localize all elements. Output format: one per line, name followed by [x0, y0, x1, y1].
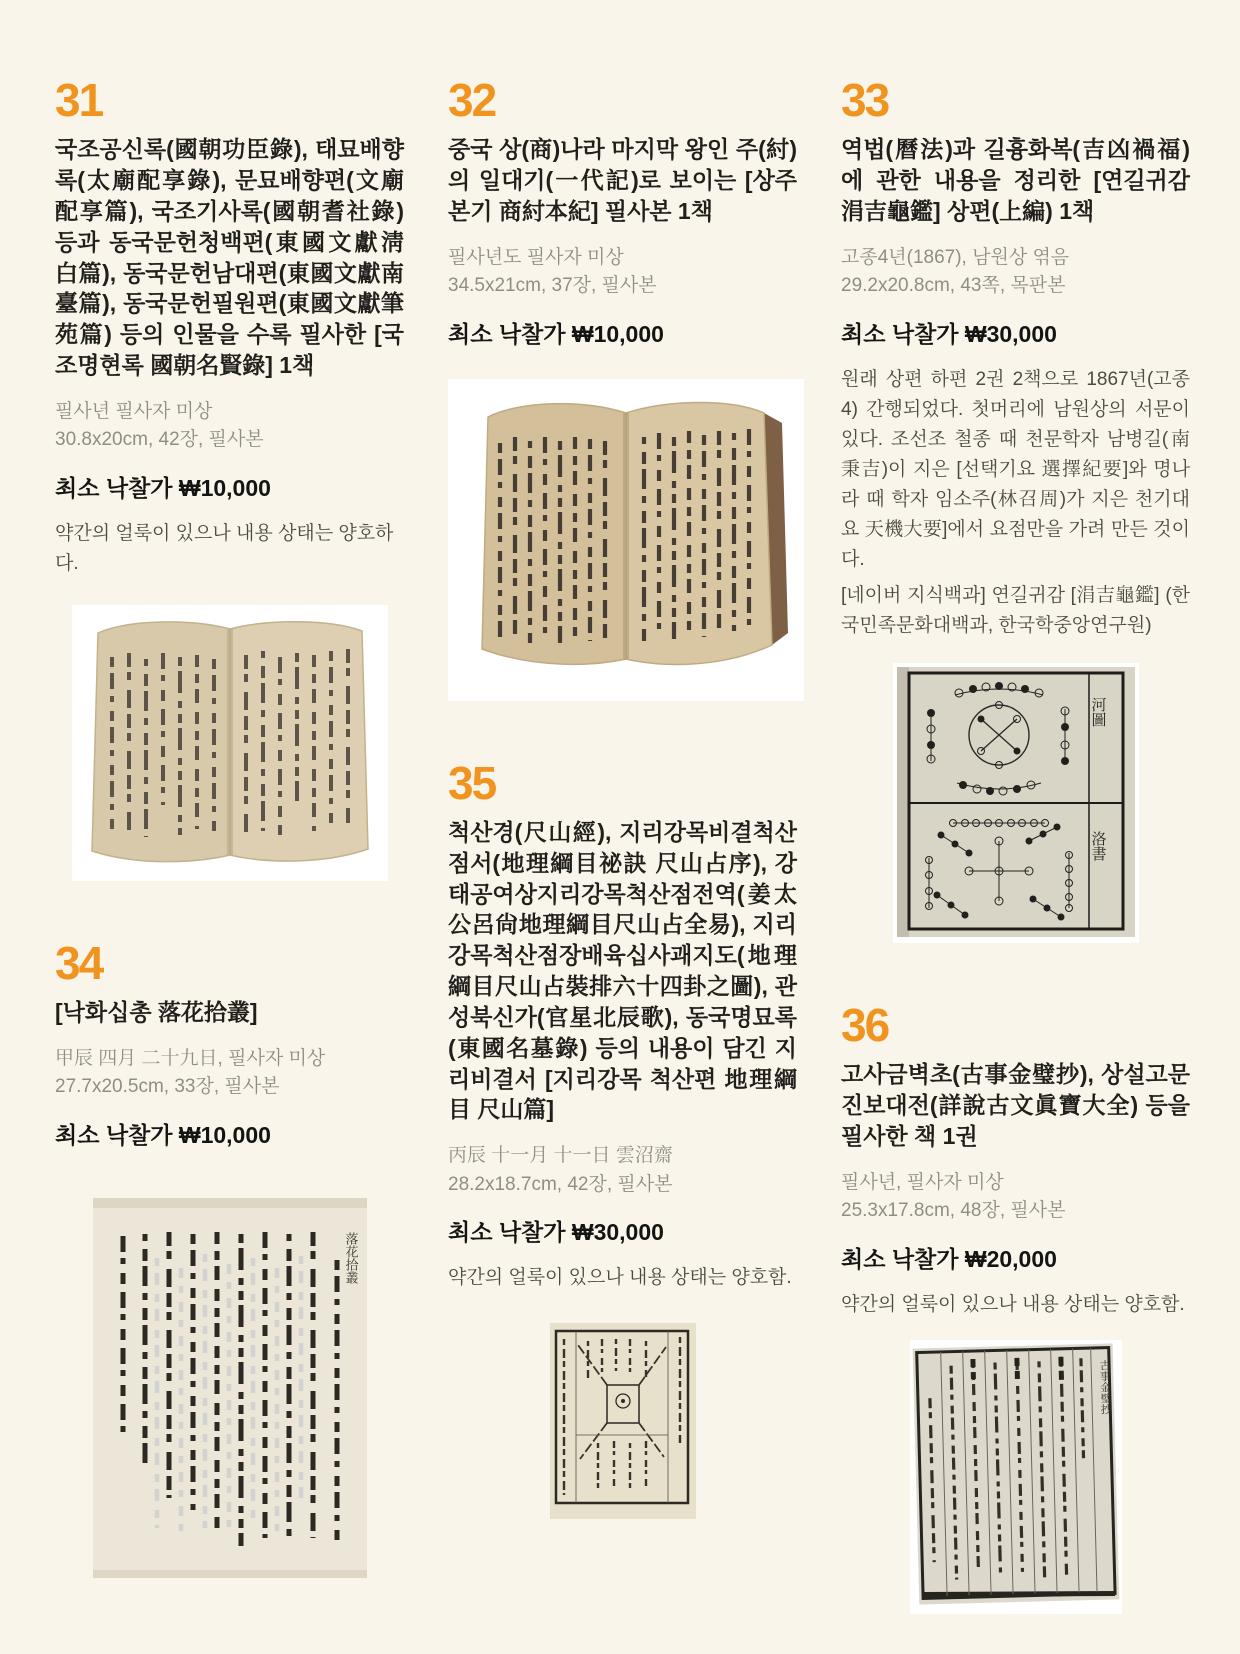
lot-number: 36: [841, 998, 889, 1051]
lot-meta-line1: 필사년 필사자 미상: [55, 400, 213, 422]
lot-minimum-bid: 최소 낙찰가 ₩10,000: [55, 1121, 271, 1148]
lot-meta: [841, 244, 1190, 301]
lot-minimum-bid: 최소 낙찰가 ₩30,000: [841, 320, 1057, 347]
column-2: [448, 76, 797, 1614]
lot-minimum-bid: 최소 낙찰가 ₩20,000: [841, 1245, 1057, 1272]
lot-number: 32: [448, 74, 496, 126]
hetu-luoshu-diagram-illustration: [893, 663, 1139, 943]
diagram-page-illustration: [550, 1323, 696, 1519]
lot-35: [448, 756, 797, 1519]
column-1: [55, 76, 404, 1614]
lot-number: 34: [55, 936, 103, 989]
manuscript-page-illustration: [93, 1198, 367, 1578]
lot-meta-line1: 甲辰 四月 二十九日, 필사자 미상: [55, 1047, 326, 1069]
page-title-calligraphy: 落花拾叢: [343, 1231, 358, 1284]
lot-title: 국조공신록(國朝功臣錄), 태묘배향록(太廟配享錄), 문묘배향편(文廟配享篇), 국조기사록(國朝耆社錄) 등과 동국문헌청백편(東國文獻淸白篇), 동국문헌남대편(東國文獻南臺篇), 동국문헌필원편(東國文獻筆苑篇) 등의 인물을 수록 필사한 [국조명현록 國朝名賢錄] 1책: [55, 136, 404, 378]
lot-meta-line2: 34.5x21cm, 37장, 필사본: [448, 275, 657, 297]
lot-33-photo: [893, 663, 1139, 943]
lot-meta-line2: 27.7x20.5cm, 33장, 필사본: [55, 1076, 280, 1098]
lot-meta: [448, 1142, 797, 1199]
lot-31: [55, 76, 404, 881]
lot-meta-line2: 25.3x17.8cm, 48장, 필사본: [841, 1200, 1066, 1222]
lot-32: [448, 76, 797, 701]
lot-32-photo: [448, 379, 804, 701]
lot-meta-line1: 丙辰 十一月 十一日 雲沼齋: [448, 1145, 673, 1167]
hetu-label: 河圖: [1089, 696, 1106, 727]
lot-title: 고사금벽초(古事金璧抄), 상설고문진보대전(詳說古文眞寶大全) 등을 필사한 책 1권: [841, 1061, 1190, 1149]
open-book-illustration: [448, 379, 804, 701]
lot-minimum-bid: 최소 낙찰가 ₩30,000: [448, 1219, 664, 1246]
lot-meta-line1: 필사년, 필사자 미상: [841, 1171, 1004, 1193]
lot-meta: [55, 1045, 404, 1102]
open-book-illustration: [72, 605, 388, 881]
lot-meta-line1: 고종4년(1867), 남원상 엮음: [841, 246, 1070, 268]
lot-title: 역법(曆法)과 길흉화복(吉凶禍福)에 관한 내용을 정리한 [연길귀감 涓吉龜鑑] 상편(上編) 1책: [841, 136, 1190, 224]
lot-36-photo: [910, 1340, 1122, 1614]
lot-meta: [55, 398, 404, 455]
lot-meta-line2: 30.8x20cm, 42장, 필사본: [55, 429, 264, 451]
manuscript-page-illustration: [910, 1340, 1122, 1614]
lot-33: [841, 76, 1190, 943]
lot-meta-line1: 필사년도 필사자 미상: [448, 246, 624, 268]
lot-meta: [448, 244, 797, 301]
lot-34: [55, 936, 404, 1578]
lot-31-photo: [72, 605, 388, 881]
lot-description-source: [네이버 지식백과] 연길귀감 [涓吉龜鑑] (한국민족문화대백과, 한국학중앙연구원): [841, 584, 1190, 636]
lot-36: [841, 998, 1190, 1614]
lot-number: 33: [841, 74, 889, 126]
lot-number: 35: [448, 756, 496, 809]
lot-34-photo: [93, 1198, 367, 1578]
lot-35-photo: [550, 1323, 696, 1519]
luoshu-label: 洛書: [1089, 830, 1106, 861]
lot-meta-line2: 29.2x20.8cm, 43쪽, 목판본: [841, 275, 1066, 297]
column-3: [841, 76, 1190, 1614]
lot-condition-note: 약간의 얼룩이 있으나 내용 상태는 양호함.: [841, 1293, 1185, 1315]
lot-meta-line2: 28.2x18.7cm, 42장, 필사본: [448, 1173, 673, 1195]
lot-condition-note: 약간의 얼룩이 있으나 내용 상태는 양호하다.: [55, 522, 394, 574]
lot-title: [낙화십총 落花拾叢]: [55, 999, 258, 1026]
lot-minimum-bid: 최소 낙찰가 ₩10,000: [55, 474, 271, 501]
lot-meta: [841, 1169, 1190, 1226]
page-title-calligraphy: 古事金璧抄: [1097, 1359, 1111, 1415]
lot-condition-note: 약간의 얼룩이 있으나 내용 상태는 양호함.: [448, 1267, 792, 1289]
lot-number: 31: [55, 74, 103, 126]
lot-minimum-bid: 최소 낙찰가 ₩10,000: [448, 320, 664, 347]
lot-title: 척산경(尺山經), 지리강목비결척산점서(地理綱目祕訣 尺山占序), 강태공여상지리강목척산점전역(姜太公呂尙地理綱目尺山占全易), 지리강목척산점장배육십사괘지도(地理綱目尺山占裝排六十四卦之圖), 관성북신가(官星北辰歌), 동국명묘록(東國名墓錄) 등의 내용이 담긴 지리비결서 [지리강목 척산편 地理綱目 尺山篇]: [448, 819, 797, 1123]
lot-description: 원래 상편 하편 2권 2책으로 1867년(고종 4) 간행되었다. 첫머리에 남원상의 서문이 있다. 조선조 철종 때 천문학자 남병길(南秉吉)이 지은 [선택기요 選擇紀要]와 명나라 때 학자 임소주(林召周)가 지은 천기대요 天機大要]에서 요점만을 가려 만든 것이다.: [841, 368, 1190, 570]
lot-title: 중국 상(商)나라 마지막 왕인 주(紂)의 일대기(一代記)로 보이는 [상주본기 商紂本紀] 필사본 1책: [448, 136, 797, 224]
